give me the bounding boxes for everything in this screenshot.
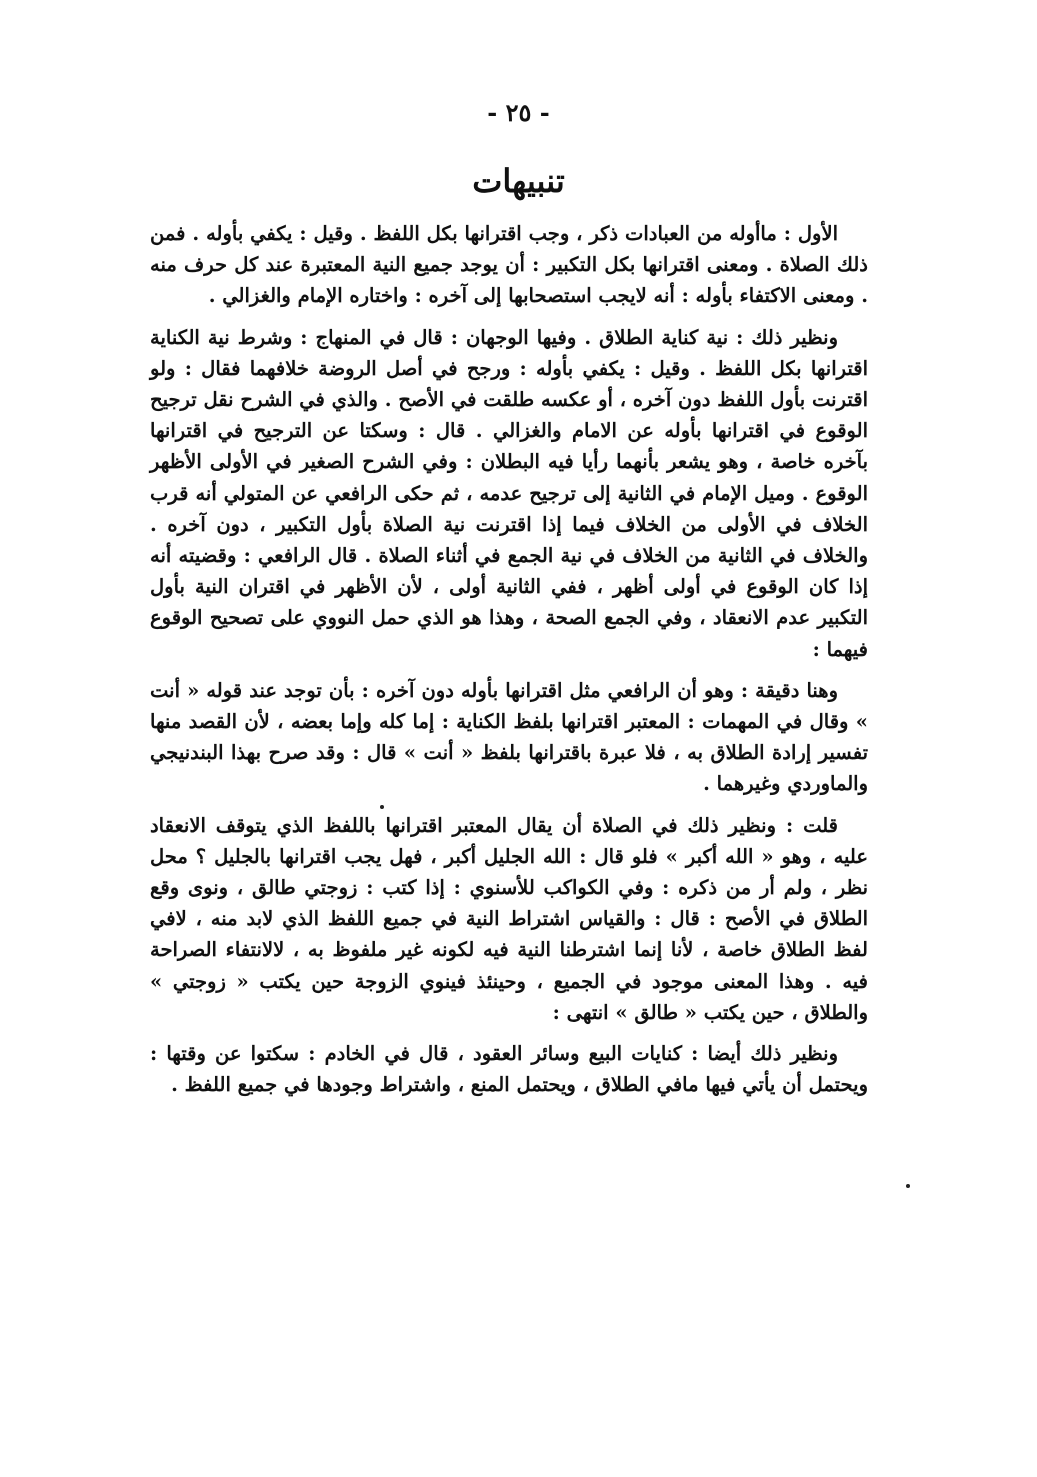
paragraph: ونظير ذلك أيضا : كنايات البيع وسائر العقود ، قال في الخادم : سكتوا عن وقتها : ويحتمل أن يأتي فيها مافي الطلاق ، ويحتمل المنع ، واشتراط وجودها في جميع اللفظ . — [150, 1042, 868, 1097]
body-text — [150, 218, 868, 1110]
section-title: تنبيهات — [472, 162, 565, 200]
ink-speck — [380, 805, 384, 809]
paragraph: وهنا دقيقة : وهو أن الرافعي مثل اقترانها بأوله دون آخره : بأن توجد عند قوله « أنت » وقال في المهمات : المعتبر اقترانها بلفظ الكناية : إما كله وإما بعضه ، لأن القصد منها تفسير إرادة الطلاق به ، فلا عبرة باقترانها بلفظ « أنت » قال : وقد صرح بهذا البندنيجي والماوردي وغيرهما . — [150, 678, 868, 796]
paragraph: قلت : ونظير ذلك في الصلاة أن يقال المعتبر اقترانها باللفظ الذي يتوقف الانعقاد عليه ، وهو « الله أكبر » فلو قال : الله الجليل أكبر ، فهل يجب اقترانها بالجليل ؟ محل نظر ، ولم أر من ذكره : وفي الكواكب للأسنوي : إذا كتب : زوجتي طالق ، ونوى وقع الطلاق في الأصح : قال : والقياس اشتراط النية في جميع اللفظ الذي لابد منه ، لافي لفظ الطلاق خاصة ، لأنا إنما اشترطنا النية فيه لكونه غير ملفوظ به ، لالانتفاء الصراحة فيه . وهذا المعنى موجود في الجميع ، وحينئذ فينوي الزوجة حين يكتب « زوجتي » والطلاق ، حين يكتب « طالق » انتهى : — [150, 813, 868, 1024]
page-number: - ٢٥ - — [487, 98, 550, 127]
ink-speck — [906, 1184, 910, 1188]
paragraph: الأول : ماأوله من العبادات ذكر ، وجب اقترانها بكل اللفظ . وقيل : يكفي بأوله . فمن ذلك الصلاة . ومعنى اقترانها بكل التكبير : أن يوجد جميع النية المعتبرة عند كل حرف منه . ومعنى الاكتفاء بأوله : أنه لايجب استصحابها إلى آخره : واختاره الإمام والغزالي . — [150, 222, 868, 308]
paragraph: ونظير ذلك : نية كناية الطلاق . وفيها الوجهان : قال في المنهاج : وشرط نية الكناية اقترانها بكل اللفظ . وقيل : يكفي بأوله : ورجح في أصل الروضة خلافهما فقال : ولو اقترنت بأول اللفظ دون آخره ، أو عكسه طلقت في الأصح . والذي في الشرح نقل ترجيح الوقوع في اقترانها بأوله عن الامام والغزالي . قال : وسكتا عن الترجيح في اقترانها بآخره خاصة ، وهو يشعر بأنهما رأيا فيه البطلان : وفي الشرح الصغير في الأولى الأظهر الوقوع . وميل الإمام في الثانية إلى ترجيح عدمه ، ثم حكى الرافعي عن المتولي أنه قرب الخلاف في الأولى من الخلاف فيما إذا اقترنت نية الصلاة بأول التكبير ، دون آخره . والخلاف في الثانية من الخلاف في نية الجمع في أثناء الصلاة . قال الرافعي : وقضيته أنه إذا كان الوقوع في أولى أظهر ، ففي الثانية أولى ، لأن الأظهر في اقتران النية بأول التكبير عدم الانعقاد ، وفي الجمع الصحة ، وهذا هو الذي حمل النووي على تصحيح الوقوع فيهما : — [150, 325, 868, 661]
